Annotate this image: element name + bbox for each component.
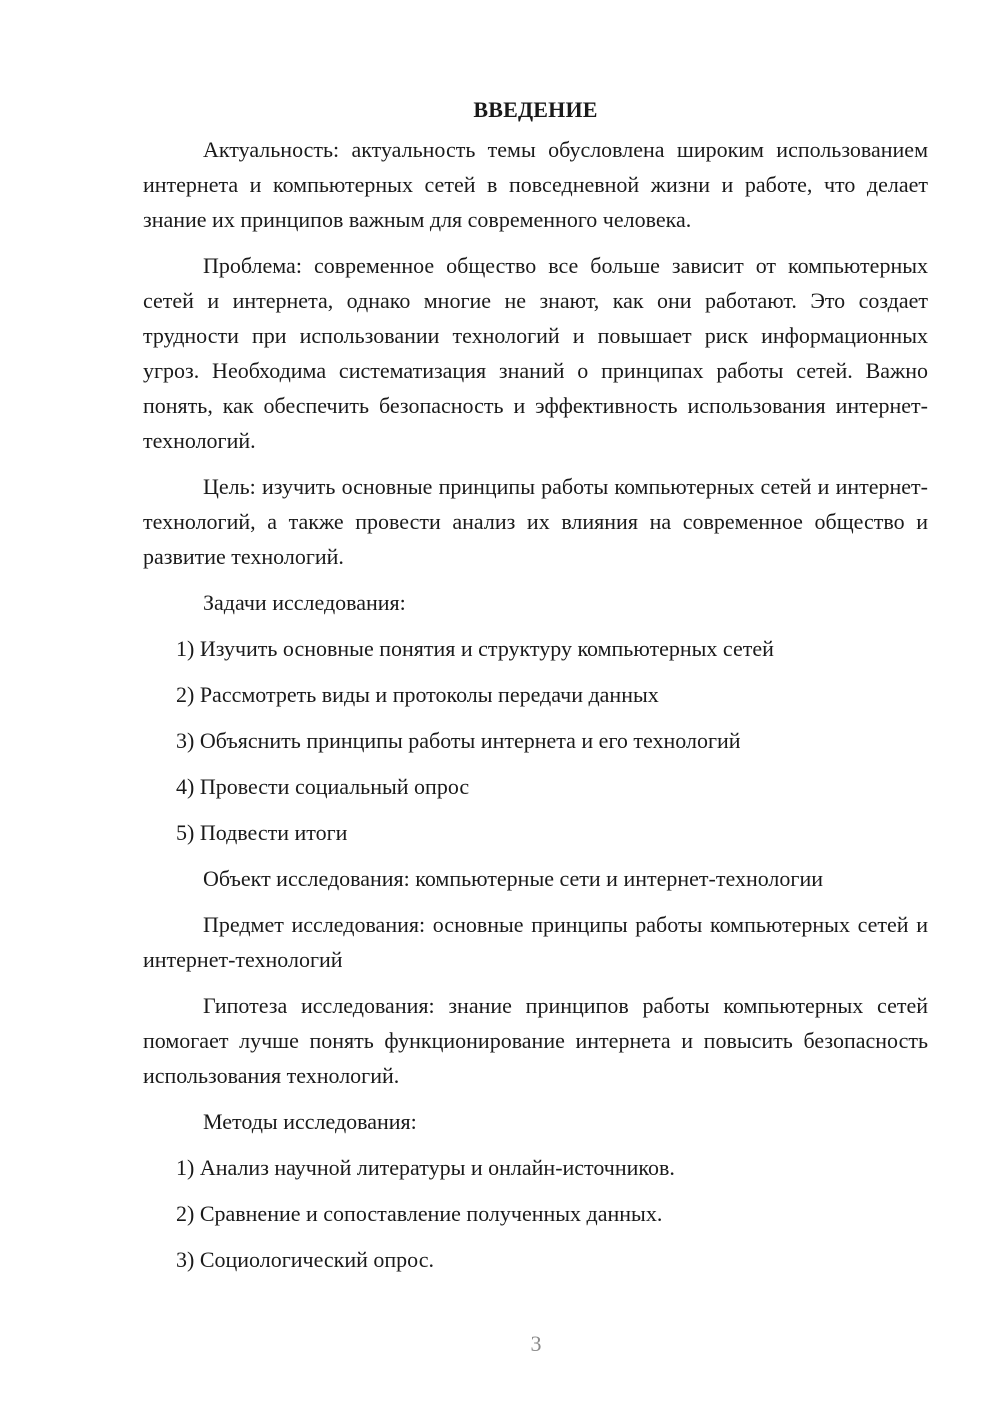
task-item-3: 3) Объяснить принципы работы интернета и его технологий — [176, 728, 741, 753]
page-number: 3 — [530, 1331, 542, 1356]
paragraph-hypothesis: Гипотеза исследования: знание принципов работы компьютерных сетей помогает лучше понять функционирование интернета и повысить безопасность использования технологий. — [143, 993, 928, 1088]
task-item-5: 5) Подвести итоги — [176, 820, 348, 845]
paragraph-object: Объект исследования: компьютерные сети и интернет-технологии — [203, 866, 823, 891]
method-item-3: 3) Социологический опрос. — [176, 1247, 434, 1272]
method-item-1: 1) Анализ научной литературы и онлайн-источников. — [176, 1155, 675, 1180]
paragraph-subject: Предмет исследования: основные принципы работы компьютерных сетей и интернет-технологий — [143, 912, 928, 972]
document-page — [143, 92, 928, 1288]
method-item-2: 2) Сравнение и сопоставление полученных данных. — [176, 1201, 663, 1226]
paragraph-goal: Цель: изучить основные принципы работы компьютерных сетей и интернет-технологий, а также провести анализ их влияния на современное общество и развитие технологий. — [143, 474, 928, 569]
task-item-1: 1) Изучить основные понятия и структуру компьютерных сетей — [176, 636, 774, 661]
task-item-2: 2) Рассмотреть виды и протоколы передачи данных — [176, 682, 659, 707]
paragraph-problem: Проблема: современное общество все больше зависит от компьютерных сетей и интернета, однако многие не знают, как они работают. Это создает трудности при использовании технологий и повышает риск информационных угроз. Необходима систематизация знаний о принципах работы сетей. Важно понять, как обеспечить безопасность и эффективность использования интернет-технологий. — [143, 253, 928, 453]
task-item-4: 4) Провести социальный опрос — [176, 774, 470, 799]
paragraph-relevance: Актуальность: актуальность темы обусловлена широким использованием интернета и компьютерных сетей в повседневной жизни и работе, что делает знание их принципов важным для современного человека. — [143, 137, 928, 232]
methods-heading: Методы исследования: — [203, 1109, 417, 1134]
tasks-heading: Задачи исследования: — [203, 590, 406, 615]
page-title: ВВЕДЕНИЕ — [473, 97, 598, 122]
